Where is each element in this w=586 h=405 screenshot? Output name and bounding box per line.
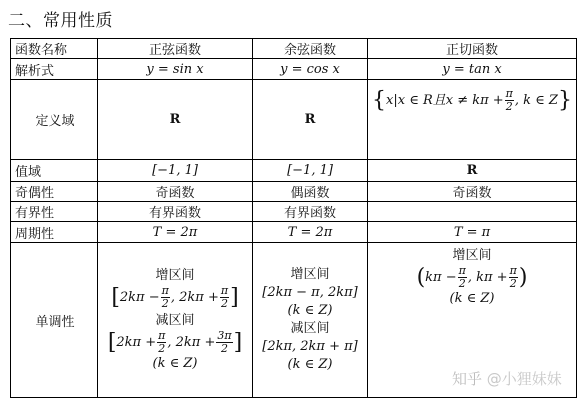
tangent-formula: y = tan x [442,61,502,77]
frac-den: 2 [509,277,517,290]
frac-num: π [458,264,466,277]
frac-num: 3π [217,329,232,342]
sine-dec-right: , 2kπ + [167,335,216,350]
domain-row [11,80,577,160]
cosine-monotonic [253,243,368,398]
cosine-formula: y = cos x [280,61,340,77]
sine-increase-interval: [2kπ − $\frac{\pi}{2}$ , 2kπ + $\frac{\pi}{2}$ ] [111,284,239,310]
frac-num: π [161,284,169,297]
cosine-domain: R [304,112,316,127]
tangent-inc-right: , kπ + [467,270,508,285]
period-row [11,222,577,243]
cosine-decrease-label: 减区间 [290,321,330,336]
monotonic-label: 单调性 [11,243,98,398]
domain-label: 定义域 [11,80,98,160]
sine-inc-left: 2kπ − [119,290,160,305]
sine-range: [−1, 1] [152,163,198,178]
tangent-domain-condition: x|x ∈ R且x ≠ kπ + [386,93,504,108]
tangent-domain-k: , k ∈ Z [514,93,558,108]
sine-parity: 奇函数 [98,182,253,202]
cosine-parity: 偶函数 [253,182,368,202]
formula-row [11,59,577,80]
watermark [452,368,562,389]
frac-num: π [509,264,517,277]
section-heading: 二、常用性质 [8,11,113,31]
formula-label: 解析式 [11,59,98,80]
sine-bounded: 有界函数 [98,202,253,222]
cosine-k-condition-2: (k ∈ Z) [287,357,333,372]
cosine-period: T = 2π [287,224,333,240]
watermark-brand: 知乎 [452,370,483,388]
tangent-parity: 奇函数 [368,182,577,202]
sine-decrease-label: 减区间 [155,313,195,328]
tangent-bounded [368,202,577,222]
frac-den: 2 [161,297,169,310]
sine-formula: y = sin x [146,61,204,77]
cosine-bounded: 有界函数 [253,202,368,222]
range-row [11,160,577,182]
tangent-period: T = π [453,224,491,240]
parity-label: 奇偶性 [11,182,98,202]
range-label: 值域 [11,160,98,182]
header-sine: 正弦函数 [98,39,253,59]
watermark-handle: @小狸妹妹 [486,370,562,388]
period-label: 周期性 [11,222,98,243]
frac-den: 2 [505,100,513,113]
sine-increase-label: 增区间 [155,268,195,283]
parity-row [11,182,577,202]
frac-den: 2 [220,342,228,355]
frac-num: π [158,329,166,342]
sine-dec-left: 2kπ + [116,335,157,350]
sine-decrease-interval: [2kπ + $\frac{\pi}{2}$ , 2kπ + $\frac{3\pi}{2}$ ] [107,329,243,355]
frac-num: π [505,87,513,100]
tangent-increase-label: 增区间 [452,248,492,263]
frac-den: 2 [220,297,228,310]
cosine-increase-label: 增区间 [290,267,330,282]
frac-den: 2 [458,277,466,290]
header-function-name: 函数名称 [11,39,98,59]
header-tangent: 正切函数 [368,39,577,59]
sine-inc-right: , 2kπ + [170,290,219,305]
sine-monotonic [98,243,253,398]
header-row [11,39,577,59]
cosine-range: [−1, 1] [287,163,333,178]
bounded-label: 有界性 [11,202,98,222]
sine-k-condition: (k ∈ Z) [152,356,198,371]
tangent-increase-interval: (kπ − $\frac{\pi}{2}$ , kπ + $\frac{\pi}{2}$ ) [416,264,528,290]
tangent-inc-left: kπ − [425,270,457,285]
trig-properties-table [10,38,577,398]
frac-num: π [220,284,229,297]
sine-domain: R [169,112,181,127]
header-cosine: 余弦函数 [253,39,368,59]
tangent-domain: {x|x ∈ R且x ≠ kπ + $\frac{\pi}{2}$ , k ∈ Z} [368,80,577,160]
frac-den: 2 [158,342,166,355]
tangent-range: R [466,163,478,178]
sine-period: T = 2π [152,224,198,240]
bounded-row [11,202,577,222]
cosine-k-condition-1: (k ∈ Z) [287,303,333,318]
tangent-k-condition: (k ∈ Z) [449,291,495,306]
cosine-decrease-interval: [2kπ, 2kπ + π] [262,339,358,354]
cosine-increase-interval: [2kπ − π, 2kπ] [262,285,358,300]
